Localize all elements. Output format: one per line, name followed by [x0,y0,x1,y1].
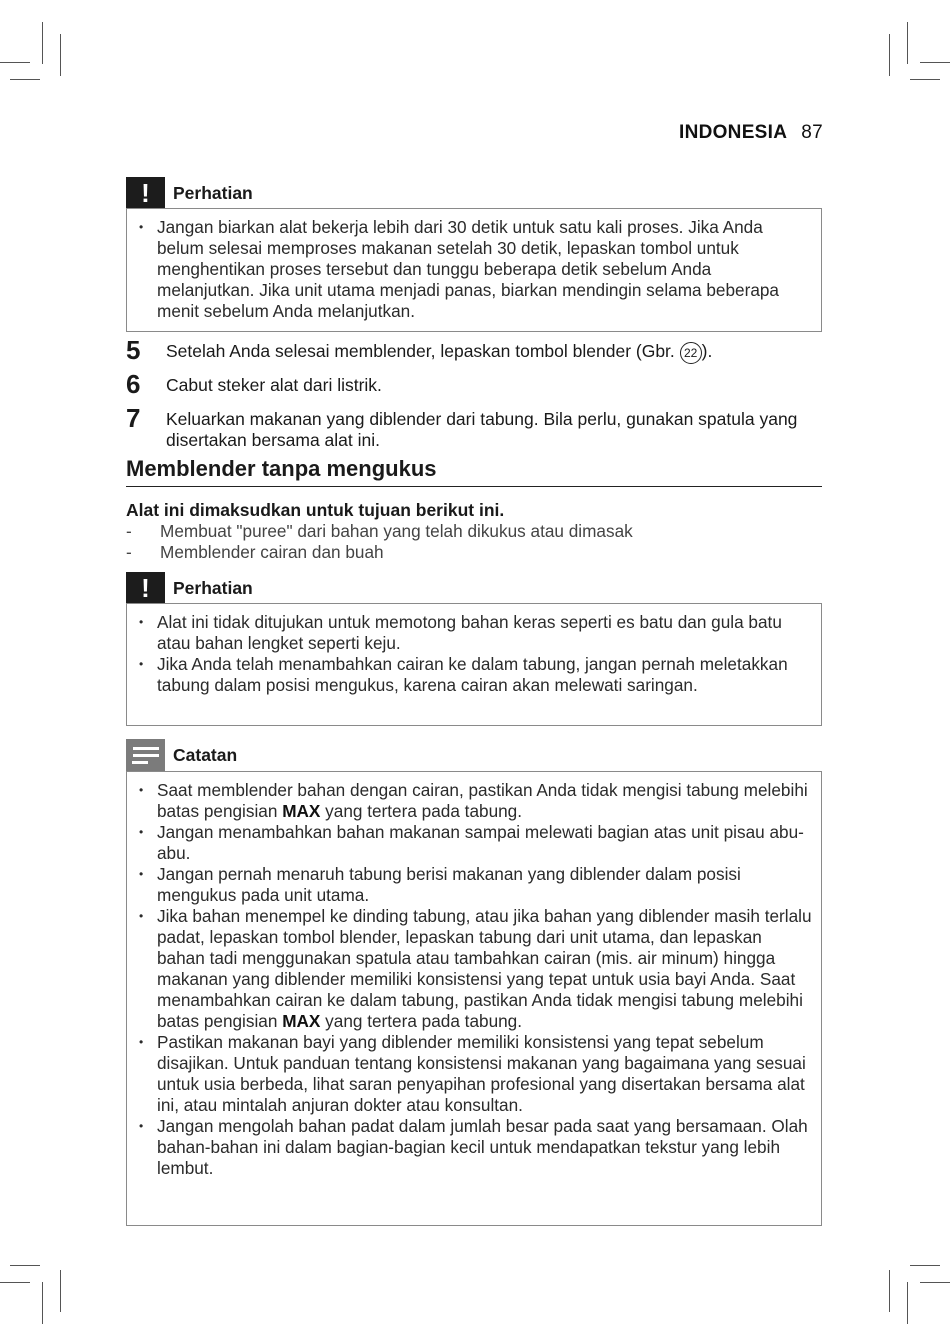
crop-mark [910,1265,940,1266]
exclamation-icon: ! [126,572,165,604]
step-number: 5 [126,335,141,365]
page-header [679,122,823,144]
note-item: • Jangan pernah menaruh tabung berisi makanan yang diblender dalam posisi mengukus pada unit utama. [135,864,813,906]
crop-mark [889,34,890,76]
crop-mark [889,1270,890,1312]
crop-mark [907,22,908,64]
section-heading: Memblender tanpa mengukus [126,456,822,487]
crop-mark [907,1282,908,1324]
section-intro [126,500,826,563]
step-number: 6 [126,369,141,399]
caution-header [126,177,253,209]
step-item [126,336,826,364]
caution-title: Perhatian [173,577,253,598]
crop-mark [60,1270,61,1312]
caution-box [126,603,822,726]
page-number: 87 [801,122,823,143]
note-item: • Jangan menambahkan bahan makanan sampai melewati bagian atas unit pisau abu-abu. [135,822,813,864]
crop-mark [42,1282,43,1324]
note-item: • Jika bahan menempel ke dinding tabung, atau jika bahan yang diblender masih terlalu padat, lepaskan tombol blender, lepaskan tabung dari unit utama, dan lepaskan bahan tadi menggunakan spatula atau tambahkan cairan (mis. air minum) hingga makanan yang diblender memiliki konsistensi yang tepat untuk usia bayi Anda. Saat menambahkan cairan ke dalam tabung, pastikan Anda tidak mengisi tabung melebihi batas pengisian MAX yang tertera pada tabung. [135,906,813,1032]
step-text: Setelah Anda selesai memblender, lepaskan tombol blender (Gbr. 22 ). [166,336,826,364]
crop-mark [910,79,940,80]
crop-mark [60,34,61,76]
caution-item: • Jangan biarkan alat bekerja lebih dari 30 detik untuk satu kali proses. Jika Anda belum selesai memproses makanan setelah 30 detik, lepaskan tombol untuk menghentikan proses tersebut dan tunggu beberapa detik sebelum Anda melanjutkan. Jika unit utama menjadi panas, biarkan mendingin selama beberapa menit sebelum Anda melanjutkan. [135,217,813,322]
step-item [126,404,826,451]
caution-header [126,572,253,604]
crop-mark [920,62,950,63]
exclamation-icon: ! [126,177,165,209]
note-item: • Pastikan makanan bayi yang diblender memiliki konsistensi yang tepat sebelum disajikan. Untuk panduan tentang konsistensi makanan yang bagaimana yang sesuai untuk usia berbeda, lihat saran penyapihan profesional yang disertakan bersama alat ini, atau mintalah anjuran dokter atau konsultan. [135,1032,813,1116]
crop-mark [920,1282,950,1283]
note-box [126,771,822,1226]
step-item [126,370,826,398]
crop-mark [42,22,43,64]
dash-item: - Memblender cairan dan buah [126,542,384,562]
caution-title: Perhatian [173,182,253,203]
crop-mark [10,1265,40,1266]
note-item: • Jangan mengolah bahan padat dalam jumlah besar pada saat yang bersamaan. Olah bahan-bahan ini dalam bagian-bagian kecil untuk mendapatkan tekstur yang lebih lembut. [135,1116,813,1179]
crop-mark [10,79,40,80]
step-number: 7 [126,403,141,433]
step-text: Keluarkan makanan yang diblender dari tabung. Bila perlu, gunakan spatula yang disertakan bersama alat ini. [166,409,798,450]
note-icon [126,739,165,771]
caution-box [126,208,822,332]
crop-mark [0,62,30,63]
note-item: • Saat memblender bahan dengan cairan, pastikan Anda tidak mengisi tabung melebihi batas pengisian MAX yang tertera pada tabung. [135,780,813,822]
figure-reference: 22 [680,342,702,364]
step-list [126,336,826,457]
intro-lead: Alat ini dimaksudkan untuk tujuan berikut ini. [126,500,505,520]
language-label: INDONESIA [678,122,788,143]
note-title: Catatan [173,744,238,765]
caution-item: • Alat ini tidak ditujukan untuk memotong bahan keras seperti es batu dan gula batu atau bahan lengket seperti keju. [135,612,813,654]
dash-item: - Membuat "puree" dari bahan yang telah dikukus atau dimasak [126,521,633,541]
note-header [126,739,237,771]
crop-mark [0,1282,30,1283]
step-text: Cabut steker alat dari listrik. [166,375,382,395]
caution-item: • Jika Anda telah menambahkan cairan ke dalam tabung, jangan pernah meletakkan tabung dalam posisi mengukus, karena cairan akan melewati saringan. [135,654,813,696]
